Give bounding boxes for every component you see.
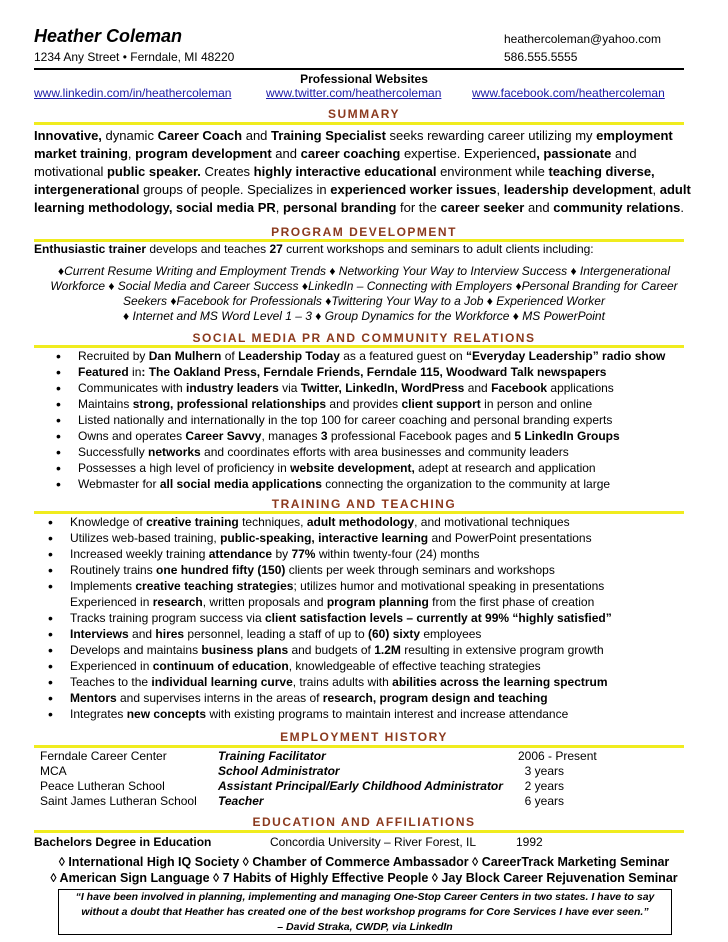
employment-row bbox=[40, 749, 680, 764]
education-rule bbox=[34, 830, 684, 833]
workshop-line: Seekers ♦Facebook for Professionals ♦Twittering Your Way to a Job ♦ Experienced Worker bbox=[123, 294, 605, 308]
bullet-icon: • bbox=[56, 364, 61, 380]
bullet-item bbox=[44, 530, 644, 546]
workshop-line: ♦Current Resume Writing and Employment Trends ♦ Networking Your Way to Interview Success ♦ Intergenerational bbox=[58, 264, 670, 278]
workshop-line: Workforce ♦ Social Media and Career Success ♦LinkedIn – Connecting with Employers ♦Personal Branding for Career bbox=[50, 279, 678, 293]
text-run: Possesses a high level of proficiency in bbox=[78, 461, 291, 475]
text-run: Dan Mulhern bbox=[148, 349, 222, 363]
bullet-icon: • bbox=[48, 514, 53, 530]
text-run: and bbox=[524, 200, 554, 215]
text-run: professional Facebook pages and bbox=[327, 429, 515, 443]
text-run: and PowerPoint presentations bbox=[428, 531, 592, 545]
text-run: in bbox=[128, 365, 142, 379]
text-run: dynamic bbox=[101, 128, 158, 143]
text-run: connecting the organization to the community at large bbox=[321, 477, 611, 491]
text-run: research bbox=[152, 595, 203, 609]
text-run: , bbox=[275, 200, 283, 215]
employment-dates: 3 years bbox=[518, 764, 565, 778]
text-run: Listed nationally and internationally in the top 100 for career coaching and personal branding experts bbox=[78, 413, 613, 427]
program-intro bbox=[34, 242, 594, 256]
text-run: Featured bbox=[78, 365, 129, 379]
text-run: as a featured guest on bbox=[339, 349, 466, 363]
text-run: hires bbox=[155, 627, 185, 641]
bullet-item bbox=[44, 610, 644, 626]
text-run: applications bbox=[547, 381, 614, 395]
text-run: one hundred fifty (150) bbox=[156, 563, 286, 577]
testimonial-attribution: – David Straka, CWDP, via LinkedIn bbox=[277, 921, 453, 933]
text-run: public-speaking, interactive learning bbox=[220, 531, 429, 545]
text-run: Training Specialist bbox=[271, 128, 386, 143]
text-run: Career Coach bbox=[157, 128, 243, 143]
text-run: public speaker. bbox=[106, 164, 201, 179]
text-run: Innovative, bbox=[34, 128, 102, 143]
social-list bbox=[52, 348, 702, 492]
text-run: from the first phase of creation bbox=[428, 595, 595, 609]
phone-number: 586.555.5555 bbox=[504, 50, 578, 64]
bullet-icon: • bbox=[56, 380, 61, 396]
bullet-icon: • bbox=[48, 626, 53, 642]
text-run: , bbox=[127, 146, 136, 161]
text-run: , manages bbox=[261, 429, 321, 443]
text-run: Increased weekly training bbox=[70, 547, 209, 561]
text-run: Twitter, LinkedIn, WordPress bbox=[300, 381, 465, 395]
education-heading: EDUCATION AND AFFILIATIONS bbox=[252, 815, 476, 829]
bullet-icon: • bbox=[48, 706, 53, 722]
bullet-icon: • bbox=[48, 658, 53, 674]
text-run: clients per week through seminars and workshops bbox=[285, 563, 555, 577]
summary-rule bbox=[34, 122, 684, 125]
text-run: and motivational bbox=[34, 146, 637, 179]
bullet-item bbox=[44, 546, 644, 562]
text-run: in person and online bbox=[480, 397, 593, 411]
street-address: 1234 Any Street • Ferndale, MI 48220 bbox=[34, 50, 235, 64]
employment-dates: 2 years bbox=[518, 779, 565, 793]
bullet-item bbox=[52, 348, 702, 364]
text-run: Successfully bbox=[78, 445, 149, 459]
text-run: with existing programs to maintain interest and increase attendance bbox=[206, 707, 569, 721]
employer: Saint James Lutheran School bbox=[40, 794, 197, 808]
text-run: employees bbox=[420, 627, 482, 641]
employment-dates: 2006 - Present bbox=[518, 749, 597, 763]
bullet-icon: • bbox=[48, 546, 53, 562]
affiliations-line: ◊ International High IQ Society ◊ Chamber of Commerce Ambassador ◊ CareerTrack Marketing Seminar bbox=[58, 855, 670, 869]
job-title: School Administrator bbox=[218, 764, 340, 778]
text-run: industry leaders bbox=[186, 381, 279, 395]
bullet-icon: • bbox=[56, 412, 61, 428]
text-run: and supervises interns in the areas of bbox=[116, 691, 323, 705]
bullet-item bbox=[44, 514, 644, 530]
text-run: , bbox=[652, 182, 660, 197]
text-run: highly interactive educational bbox=[253, 164, 437, 179]
training-heading: TRAINING AND TEACHING bbox=[271, 497, 457, 511]
text-run: research, program design and teaching bbox=[322, 691, 548, 705]
degree: Bachelors Degree in Education bbox=[34, 835, 212, 849]
bullet-item bbox=[44, 562, 644, 578]
text-run: adult methodology bbox=[306, 515, 415, 529]
school: Concordia University – River Forest, IL bbox=[270, 835, 477, 849]
facebook-link[interactable]: www.facebook.com/heathercoleman bbox=[472, 86, 665, 100]
text-run: creative teaching strategies bbox=[135, 579, 294, 593]
text-run: Recruited by bbox=[78, 349, 149, 363]
text-run: Communicates with bbox=[78, 381, 187, 395]
bullet-icon: • bbox=[48, 642, 53, 658]
text-run: Teaches to the bbox=[70, 675, 152, 689]
text-run: Interviews bbox=[70, 627, 129, 641]
text-run: Integrates bbox=[70, 707, 127, 721]
text-run: Routinely trains bbox=[70, 563, 157, 577]
job-title: Teacher bbox=[218, 794, 264, 808]
bullet-item bbox=[52, 412, 702, 428]
text-run: business plans bbox=[201, 643, 289, 657]
text-run: and budgets of bbox=[288, 643, 375, 657]
bullet-icon: • bbox=[56, 428, 61, 444]
bullet-item bbox=[44, 706, 644, 722]
text-run: Implements bbox=[70, 579, 136, 593]
bullet-item bbox=[52, 396, 702, 412]
text-run: Career Savvy bbox=[185, 429, 262, 443]
websites-title: Professional Websites bbox=[300, 72, 428, 86]
text-run: , trains adults with bbox=[292, 675, 393, 689]
text-run: Facebook bbox=[491, 381, 548, 395]
bullet-icon: • bbox=[48, 530, 53, 546]
text-run: Utilizes web-based training, bbox=[70, 531, 221, 545]
text-run: : The Oakland Press, Ferndale Friends, Ferndale 115, Woodward Talk newspapers bbox=[141, 365, 607, 379]
job-title: Training Facilitator bbox=[218, 749, 326, 763]
text-run: , knowledgeable of effective teaching strategies bbox=[288, 659, 541, 673]
text-run: individual learning curve bbox=[151, 675, 293, 689]
bullet-item bbox=[52, 444, 702, 460]
text-run: Mentors bbox=[70, 691, 117, 705]
text-run: career coaching bbox=[300, 146, 401, 161]
text-run: 5 LinkedIn Groups bbox=[514, 429, 620, 443]
text-run: and bbox=[271, 146, 301, 161]
text-run: networks bbox=[148, 445, 201, 459]
text-run: all social media applications bbox=[159, 477, 322, 491]
text-run: of bbox=[221, 349, 239, 363]
text-run: experienced worker issues bbox=[330, 182, 497, 197]
text-run: Maintains bbox=[78, 397, 133, 411]
job-title: Assistant Principal/Early Childhood Administrator bbox=[218, 779, 503, 793]
text-run: 77% bbox=[291, 547, 316, 561]
text-run: Creates bbox=[200, 164, 254, 179]
bullet-item bbox=[52, 380, 702, 396]
text-run: techniques, bbox=[238, 515, 307, 529]
employer: MCA bbox=[40, 764, 67, 778]
candidate-name: Heather Coleman bbox=[34, 26, 183, 46]
text-run: website development, bbox=[290, 461, 415, 475]
text-run: leadership development bbox=[503, 182, 653, 197]
bullet-item bbox=[44, 626, 644, 642]
bullet-item bbox=[44, 690, 644, 706]
text-run: , passionate bbox=[536, 146, 612, 161]
text-run: Tracks training program success via bbox=[70, 611, 265, 625]
employment-row bbox=[40, 779, 680, 794]
text-run: adult learning methodology, social media PR bbox=[34, 182, 691, 215]
text-run: client satisfaction levels – currently at 99% “highly satisfied” bbox=[264, 611, 612, 625]
text-run: seeks rewarding career utilizing my bbox=[385, 128, 597, 143]
bullet-item bbox=[44, 674, 644, 690]
text-run: strong, professional relationships bbox=[132, 397, 327, 411]
text-run: via bbox=[278, 381, 301, 395]
bullet-icon: • bbox=[48, 610, 53, 626]
text-run: Leadership Today bbox=[238, 349, 340, 363]
text-run: for the bbox=[396, 200, 441, 215]
summary-paragraph bbox=[34, 127, 694, 217]
text-run: program planning bbox=[326, 595, 429, 609]
bullet-icon: • bbox=[56, 460, 61, 476]
text-run: , and motivational techniques bbox=[414, 515, 570, 529]
bullet-icon: • bbox=[48, 562, 53, 578]
summary-heading: SUMMARY bbox=[327, 107, 401, 121]
bullet-item bbox=[52, 476, 702, 492]
text-run: creative training bbox=[146, 515, 239, 529]
text-run: and bbox=[242, 128, 272, 143]
text-run: Owns and operates bbox=[78, 429, 186, 443]
bullet-item bbox=[52, 428, 702, 444]
text-run: 1.2M bbox=[374, 643, 401, 657]
text-run: ; utilizes humor and motivational speaking in presentations Experienced in bbox=[70, 579, 605, 609]
bullet-icon: • bbox=[48, 690, 53, 706]
text-run: current workshops and seminars to adult clients including: bbox=[282, 242, 594, 256]
text-run: new concepts bbox=[126, 707, 207, 721]
text-run: abilities across the learning spectrum bbox=[392, 675, 608, 689]
text-run: and provides bbox=[326, 397, 402, 411]
text-run: groups of people. Specializes in bbox=[139, 182, 331, 197]
employment-row bbox=[40, 764, 680, 779]
text-run: personal branding bbox=[283, 200, 397, 215]
text-run: environment while bbox=[436, 164, 549, 179]
graduation-year: 1992 bbox=[516, 835, 543, 849]
text-run: continuum of education bbox=[152, 659, 289, 673]
employment-dates: 6 years bbox=[518, 794, 565, 808]
bullet-item bbox=[44, 658, 644, 674]
text-run: career seeker bbox=[440, 200, 525, 215]
text-run: , written proposals and bbox=[202, 595, 327, 609]
bullet-item bbox=[44, 642, 644, 658]
employment-rule bbox=[34, 745, 684, 748]
bullet-icon: • bbox=[56, 476, 61, 492]
text-run: , bbox=[496, 182, 504, 197]
bullet-icon: • bbox=[56, 396, 61, 412]
text-run: and coordinates efforts with area businesses and community leaders bbox=[200, 445, 569, 459]
bullet-item bbox=[44, 578, 644, 610]
text-run: personnel, leading a staff of up to bbox=[184, 627, 369, 641]
text-run: client support bbox=[401, 397, 481, 411]
text-run: (60) sixty bbox=[368, 627, 421, 641]
training-list bbox=[44, 514, 644, 722]
text-run: develops and teaches bbox=[146, 242, 270, 256]
affiliations-line: ◊ American Sign Language ◊ 7 Habits of Highly Effective People ◊ Jay Block Career Rejuvenation Seminar bbox=[50, 871, 678, 885]
employment-table bbox=[40, 749, 680, 809]
text-run: attendance bbox=[208, 547, 273, 561]
header-divider bbox=[34, 68, 684, 70]
employment-heading: EMPLOYMENT HISTORY bbox=[280, 730, 448, 744]
email-address[interactable]: heathercoleman@yahoo.com bbox=[504, 32, 661, 46]
text-run: 27 bbox=[269, 242, 283, 256]
testimonial-box bbox=[58, 889, 672, 935]
bullet-item bbox=[52, 460, 702, 476]
text-run: expertise. Experienced bbox=[400, 146, 537, 161]
bullet-icon: • bbox=[56, 444, 61, 460]
testimonial-line: “I have been involved in planning, implementing and managing One-Stop Career Centers in two states. I have to say bbox=[75, 891, 655, 903]
text-run: Knowledge of bbox=[70, 515, 147, 529]
text-run: “Everyday Leadership” radio show bbox=[465, 349, 666, 363]
text-run: adept at research and application bbox=[414, 461, 596, 475]
text-run: Experienced in bbox=[70, 659, 153, 673]
twitter-link[interactable]: www.twitter.com/heathercoleman bbox=[266, 86, 442, 100]
text-run: and bbox=[128, 627, 156, 641]
linkedin-link[interactable]: www.linkedin.com/in/heathercoleman bbox=[34, 86, 232, 100]
text-run: Develops and maintains bbox=[70, 643, 202, 657]
employer: Peace Lutheran School bbox=[40, 779, 165, 793]
text-run: 3 bbox=[320, 429, 328, 443]
workshop-line: ♦ Internet and MS Word Level 1 – 3 ♦ Group Dynamics for the Workforce ♦ MS PowerPoint bbox=[123, 309, 605, 323]
bullet-icon: • bbox=[56, 348, 61, 364]
text-run: program development bbox=[135, 146, 272, 161]
social-heading: SOCIAL MEDIA PR AND COMMUNITY RELATIONS bbox=[192, 331, 536, 345]
text-run: community relations bbox=[553, 200, 681, 215]
bullet-item bbox=[52, 364, 702, 380]
text-run: teaching diverse, intergenerational bbox=[34, 164, 655, 197]
text-run: by bbox=[272, 547, 292, 561]
bullet-icon: • bbox=[48, 578, 53, 594]
testimonial-line: without a doubt that Heather has created one of the best workshop programs for Core Services I have ever seen.” bbox=[81, 906, 649, 918]
text-run: Webmaster for bbox=[78, 477, 160, 491]
program-heading: PROGRAM DEVELOPMENT bbox=[271, 225, 457, 239]
bullet-icon: • bbox=[48, 674, 53, 690]
text-run: Enthusiastic trainer bbox=[34, 242, 147, 256]
text-run: . bbox=[680, 200, 685, 215]
text-run: within twenty-four (24) months bbox=[315, 547, 480, 561]
text-run: employment market training bbox=[34, 128, 673, 161]
employer: Ferndale Career Center bbox=[40, 749, 167, 763]
text-run: resulting in extensive program growth bbox=[400, 643, 604, 657]
text-run: and bbox=[464, 381, 492, 395]
employment-row bbox=[40, 794, 680, 809]
